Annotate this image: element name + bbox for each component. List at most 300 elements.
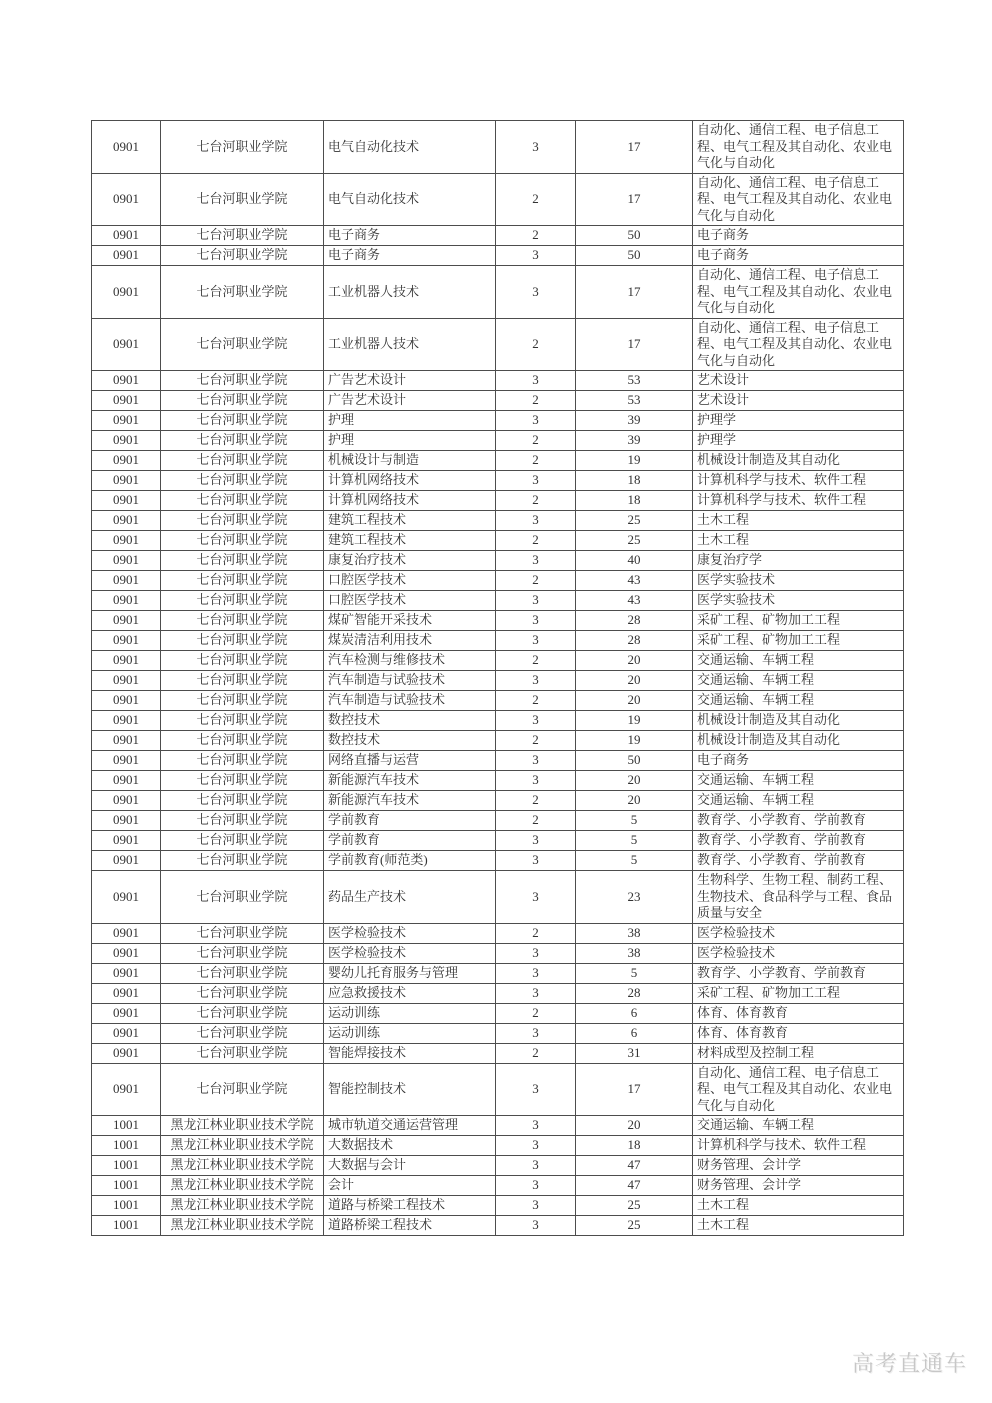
admissions-table-body xyxy=(92,121,904,1236)
table-row xyxy=(92,1043,904,1063)
cell-value-1: 3 xyxy=(496,551,576,571)
table-row xyxy=(92,631,904,651)
cell-value-2: 6 xyxy=(576,1003,693,1023)
cell-school-name: 七台河职业学院 xyxy=(161,831,324,851)
cell-value-2: 28 xyxy=(576,631,693,651)
cell-school-name: 黑龙江林业职业技术学院 xyxy=(161,1196,324,1216)
cell-school-code: 0901 xyxy=(92,731,161,751)
cell-related-majors: 交通运输、车辆工程 xyxy=(693,651,904,671)
cell-school-name: 七台河职业学院 xyxy=(161,431,324,451)
cell-major-name: 医学检验技术 xyxy=(324,943,496,963)
cell-major-name: 新能源汽车技术 xyxy=(324,791,496,811)
cell-related-majors: 财务管理、会计学 xyxy=(693,1176,904,1196)
cell-related-majors: 康复治疗学 xyxy=(693,551,904,571)
cell-major-name: 应急救援技术 xyxy=(324,983,496,1003)
cell-value-2: 18 xyxy=(576,1136,693,1156)
cell-related-majors: 土木工程 xyxy=(693,1216,904,1236)
cell-related-majors: 艺术设计 xyxy=(693,391,904,411)
table-row xyxy=(92,511,904,531)
cell-value-1: 3 xyxy=(496,246,576,266)
cell-major-name: 婴幼儿托育服务与管理 xyxy=(324,963,496,983)
cell-value-2: 43 xyxy=(576,591,693,611)
cell-value-2: 38 xyxy=(576,943,693,963)
cell-major-name: 口腔医学技术 xyxy=(324,591,496,611)
cell-major-name: 煤矿智能开采技术 xyxy=(324,611,496,631)
cell-value-1: 3 xyxy=(496,1063,576,1116)
cell-school-code: 1001 xyxy=(92,1116,161,1136)
cell-school-code: 0901 xyxy=(92,391,161,411)
cell-major-name: 建筑工程技术 xyxy=(324,511,496,531)
cell-school-code: 0901 xyxy=(92,318,161,371)
cell-value-1: 2 xyxy=(496,811,576,831)
cell-major-name: 智能控制技术 xyxy=(324,1063,496,1116)
cell-school-name: 七台河职业学院 xyxy=(161,691,324,711)
cell-school-code: 0901 xyxy=(92,943,161,963)
cell-school-name: 七台河职业学院 xyxy=(161,551,324,571)
table-row xyxy=(92,431,904,451)
cell-value-1: 3 xyxy=(496,851,576,871)
table-row xyxy=(92,531,904,551)
cell-value-1: 2 xyxy=(496,226,576,246)
table-row xyxy=(92,246,904,266)
cell-school-name: 七台河职业学院 xyxy=(161,963,324,983)
table-row xyxy=(92,471,904,491)
table-row xyxy=(92,173,904,226)
cell-related-majors: 生物科学、生物工程、制药工程、生物技术、食品科学与工程、食品质量与安全 xyxy=(693,871,904,924)
cell-value-1: 3 xyxy=(496,471,576,491)
cell-value-1: 3 xyxy=(496,371,576,391)
watermark-text: 高考直通车 xyxy=(851,1351,967,1376)
cell-school-code: 0901 xyxy=(92,791,161,811)
cell-related-majors: 医学检验技术 xyxy=(693,943,904,963)
cell-major-name: 护理 xyxy=(324,431,496,451)
cell-school-name: 七台河职业学院 xyxy=(161,1063,324,1116)
cell-school-name: 七台河职业学院 xyxy=(161,943,324,963)
cell-related-majors: 机械设计制造及其自动化 xyxy=(693,451,904,471)
table-row xyxy=(92,771,904,791)
cell-value-1: 2 xyxy=(496,431,576,451)
cell-related-majors: 交通运输、车辆工程 xyxy=(693,1116,904,1136)
cell-major-name: 口腔医学技术 xyxy=(324,571,496,591)
cell-value-2: 5 xyxy=(576,811,693,831)
cell-value-1: 3 xyxy=(496,983,576,1003)
cell-school-name: 七台河职业学院 xyxy=(161,173,324,226)
cell-related-majors: 计算机科学与技术、软件工程 xyxy=(693,491,904,511)
cell-major-name: 计算机网络技术 xyxy=(324,471,496,491)
cell-major-name: 网络直播与运营 xyxy=(324,751,496,771)
cell-school-code: 0901 xyxy=(92,691,161,711)
cell-value-2: 53 xyxy=(576,371,693,391)
table-row xyxy=(92,691,904,711)
cell-school-code: 0901 xyxy=(92,983,161,1003)
cell-related-majors: 护理学 xyxy=(693,411,904,431)
cell-value-2: 25 xyxy=(576,1216,693,1236)
cell-value-2: 50 xyxy=(576,226,693,246)
cell-school-name: 七台河职业学院 xyxy=(161,531,324,551)
table-row xyxy=(92,551,904,571)
cell-value-1: 2 xyxy=(496,731,576,751)
cell-major-name: 运动训练 xyxy=(324,1003,496,1023)
cell-related-majors: 教育学、小学教育、学前教育 xyxy=(693,851,904,871)
table-row xyxy=(92,411,904,431)
cell-school-name: 黑龙江林业职业技术学院 xyxy=(161,1136,324,1156)
cell-related-majors: 采矿工程、矿物加工工程 xyxy=(693,611,904,631)
cell-value-2: 19 xyxy=(576,711,693,731)
cell-major-name: 数控技术 xyxy=(324,711,496,731)
cell-related-majors: 教育学、小学教育、学前教育 xyxy=(693,963,904,983)
cell-school-name: 七台河职业学院 xyxy=(161,511,324,531)
cell-value-1: 3 xyxy=(496,121,576,174)
cell-related-majors: 医学实验技术 xyxy=(693,591,904,611)
cell-major-name: 汽车制造与试验技术 xyxy=(324,691,496,711)
cell-major-name: 计算机网络技术 xyxy=(324,491,496,511)
cell-related-majors: 交通运输、车辆工程 xyxy=(693,691,904,711)
cell-related-majors: 教育学、小学教育、学前教育 xyxy=(693,811,904,831)
cell-value-1: 3 xyxy=(496,1216,576,1236)
cell-value-2: 19 xyxy=(576,451,693,471)
cell-school-name: 七台河职业学院 xyxy=(161,851,324,871)
cell-related-majors: 教育学、小学教育、学前教育 xyxy=(693,831,904,851)
table-row xyxy=(92,266,904,319)
cell-related-majors: 医学检验技术 xyxy=(693,923,904,943)
cell-value-1: 3 xyxy=(496,266,576,319)
table-row xyxy=(92,671,904,691)
cell-related-majors: 材料成型及控制工程 xyxy=(693,1043,904,1063)
cell-value-1: 3 xyxy=(496,1156,576,1176)
cell-major-name: 大数据与会计 xyxy=(324,1156,496,1176)
table-row xyxy=(92,943,904,963)
cell-major-name: 机械设计与制造 xyxy=(324,451,496,471)
cell-value-1: 2 xyxy=(496,791,576,811)
table-row xyxy=(92,751,904,771)
cell-value-1: 3 xyxy=(496,711,576,731)
cell-value-2: 25 xyxy=(576,511,693,531)
cell-value-1: 2 xyxy=(496,651,576,671)
table-row xyxy=(92,1023,904,1043)
cell-school-name: 七台河职业学院 xyxy=(161,491,324,511)
cell-school-code: 0901 xyxy=(92,611,161,631)
table-row xyxy=(92,1136,904,1156)
table-row xyxy=(92,963,904,983)
cell-value-2: 53 xyxy=(576,391,693,411)
cell-school-code: 0901 xyxy=(92,451,161,471)
cell-school-code: 1001 xyxy=(92,1156,161,1176)
cell-school-code: 0901 xyxy=(92,771,161,791)
cell-major-name: 康复治疗技术 xyxy=(324,551,496,571)
cell-value-1: 2 xyxy=(496,318,576,371)
cell-school-name: 七台河职业学院 xyxy=(161,121,324,174)
cell-school-code: 0901 xyxy=(92,591,161,611)
cell-value-1: 3 xyxy=(496,631,576,651)
table-row xyxy=(92,491,904,511)
table-row xyxy=(92,923,904,943)
cell-school-name: 七台河职业学院 xyxy=(161,1003,324,1023)
cell-value-2: 28 xyxy=(576,983,693,1003)
cell-related-majors: 护理学 xyxy=(693,431,904,451)
cell-value-1: 3 xyxy=(496,591,576,611)
cell-related-majors: 采矿工程、矿物加工工程 xyxy=(693,983,904,1003)
cell-value-1: 2 xyxy=(496,1043,576,1063)
cell-school-name: 黑龙江林业职业技术学院 xyxy=(161,1216,324,1236)
cell-related-majors: 计算机科学与技术、软件工程 xyxy=(693,471,904,491)
table-row xyxy=(92,451,904,471)
cell-school-code: 1001 xyxy=(92,1216,161,1236)
table-row xyxy=(92,811,904,831)
cell-major-name: 城市轨道交通运营管理 xyxy=(324,1116,496,1136)
cell-value-2: 25 xyxy=(576,531,693,551)
cell-related-majors: 电子商务 xyxy=(693,751,904,771)
cell-related-majors: 交通运输、车辆工程 xyxy=(693,671,904,691)
cell-related-majors: 财务管理、会计学 xyxy=(693,1156,904,1176)
cell-school-name: 黑龙江林业职业技术学院 xyxy=(161,1156,324,1176)
cell-school-code: 0901 xyxy=(92,531,161,551)
cell-major-name: 道路与桥梁工程技术 xyxy=(324,1196,496,1216)
table-row xyxy=(92,711,904,731)
cell-value-1: 2 xyxy=(496,531,576,551)
cell-value-1: 2 xyxy=(496,571,576,591)
cell-value-1: 2 xyxy=(496,173,576,226)
cell-school-name: 七台河职业学院 xyxy=(161,246,324,266)
cell-value-2: 17 xyxy=(576,121,693,174)
cell-major-name: 学前教育(师范类) xyxy=(324,851,496,871)
cell-school-code: 0901 xyxy=(92,226,161,246)
table-row xyxy=(92,371,904,391)
cell-school-name: 七台河职业学院 xyxy=(161,411,324,431)
cell-related-majors: 计算机科学与技术、软件工程 xyxy=(693,1136,904,1156)
table-row xyxy=(92,1156,904,1176)
cell-value-1: 2 xyxy=(496,691,576,711)
cell-school-name: 七台河职业学院 xyxy=(161,266,324,319)
cell-school-name: 七台河职业学院 xyxy=(161,451,324,471)
cell-school-code: 0901 xyxy=(92,1063,161,1116)
cell-school-name: 七台河职业学院 xyxy=(161,711,324,731)
cell-value-2: 20 xyxy=(576,791,693,811)
cell-value-1: 3 xyxy=(496,871,576,924)
cell-value-1: 3 xyxy=(496,1176,576,1196)
cell-value-2: 17 xyxy=(576,173,693,226)
cell-related-majors: 土木工程 xyxy=(693,511,904,531)
cell-major-name: 医学检验技术 xyxy=(324,923,496,943)
cell-school-code: 0901 xyxy=(92,751,161,771)
cell-school-code: 0901 xyxy=(92,491,161,511)
cell-major-name: 运动训练 xyxy=(324,1023,496,1043)
cell-major-name: 汽车检测与维修技术 xyxy=(324,651,496,671)
cell-value-1: 3 xyxy=(496,411,576,431)
cell-school-name: 七台河职业学院 xyxy=(161,751,324,771)
cell-value-2: 31 xyxy=(576,1043,693,1063)
cell-related-majors: 交通运输、车辆工程 xyxy=(693,771,904,791)
cell-related-majors: 自动化、通信工程、电子信息工程、电气工程及其自动化、农业电气化与自动化 xyxy=(693,318,904,371)
cell-value-2: 28 xyxy=(576,611,693,631)
cell-major-name: 工业机器人技术 xyxy=(324,318,496,371)
cell-school-name: 七台河职业学院 xyxy=(161,671,324,691)
cell-value-1: 3 xyxy=(496,963,576,983)
cell-major-name: 汽车制造与试验技术 xyxy=(324,671,496,691)
cell-related-majors: 自动化、通信工程、电子信息工程、电气工程及其自动化、农业电气化与自动化 xyxy=(693,266,904,319)
table-row xyxy=(92,651,904,671)
cell-major-name: 会计 xyxy=(324,1176,496,1196)
cell-value-2: 20 xyxy=(576,1116,693,1136)
table-row xyxy=(92,871,904,924)
cell-value-1: 3 xyxy=(496,671,576,691)
cell-major-name: 智能焊接技术 xyxy=(324,1043,496,1063)
cell-school-code: 0901 xyxy=(92,173,161,226)
cell-related-majors: 机械设计制造及其自动化 xyxy=(693,711,904,731)
cell-school-code: 0901 xyxy=(92,371,161,391)
cell-related-majors: 体育、体育教育 xyxy=(693,1003,904,1023)
table-row xyxy=(92,121,904,174)
cell-school-code: 0901 xyxy=(92,811,161,831)
table-row xyxy=(92,831,904,851)
cell-school-code: 0901 xyxy=(92,651,161,671)
cell-value-2: 38 xyxy=(576,923,693,943)
cell-major-name: 新能源汽车技术 xyxy=(324,771,496,791)
cell-related-majors: 自动化、通信工程、电子信息工程、电气工程及其自动化、农业电气化与自动化 xyxy=(693,173,904,226)
cell-value-2: 47 xyxy=(576,1176,693,1196)
cell-school-name: 七台河职业学院 xyxy=(161,651,324,671)
cell-related-majors: 自动化、通信工程、电子信息工程、电气工程及其自动化、农业电气化与自动化 xyxy=(693,1063,904,1116)
cell-major-name: 广告艺术设计 xyxy=(324,391,496,411)
cell-major-name: 工业机器人技术 xyxy=(324,266,496,319)
cell-school-name: 七台河职业学院 xyxy=(161,791,324,811)
cell-value-2: 20 xyxy=(576,771,693,791)
cell-value-2: 6 xyxy=(576,1023,693,1043)
cell-school-name: 七台河职业学院 xyxy=(161,611,324,631)
cell-value-1: 3 xyxy=(496,831,576,851)
cell-school-code: 0901 xyxy=(92,471,161,491)
cell-school-code: 0901 xyxy=(92,121,161,174)
cell-value-2: 20 xyxy=(576,671,693,691)
cell-value-1: 2 xyxy=(496,1003,576,1023)
cell-school-code: 0901 xyxy=(92,511,161,531)
cell-school-name: 七台河职业学院 xyxy=(161,471,324,491)
cell-related-majors: 医学实验技术 xyxy=(693,571,904,591)
table-row xyxy=(92,851,904,871)
cell-value-1: 3 xyxy=(496,1196,576,1216)
cell-school-name: 七台河职业学院 xyxy=(161,731,324,751)
cell-school-name: 七台河职业学院 xyxy=(161,371,324,391)
cell-major-name: 电气自动化技术 xyxy=(324,121,496,174)
table-row xyxy=(92,1216,904,1236)
cell-school-code: 0901 xyxy=(92,571,161,591)
table-row xyxy=(92,791,904,811)
cell-school-code: 0901 xyxy=(92,1043,161,1063)
cell-school-name: 黑龙江林业职业技术学院 xyxy=(161,1116,324,1136)
cell-school-code: 0901 xyxy=(92,831,161,851)
cell-major-name: 电气自动化技术 xyxy=(324,173,496,226)
cell-school-code: 0901 xyxy=(92,1023,161,1043)
cell-related-majors: 土木工程 xyxy=(693,1196,904,1216)
cell-related-majors: 电子商务 xyxy=(693,246,904,266)
cell-value-1: 2 xyxy=(496,923,576,943)
cell-school-code: 1001 xyxy=(92,1176,161,1196)
cell-value-1: 3 xyxy=(496,611,576,631)
cell-value-2: 50 xyxy=(576,751,693,771)
cell-school-code: 0901 xyxy=(92,711,161,731)
cell-school-code: 0901 xyxy=(92,631,161,651)
cell-value-2: 19 xyxy=(576,731,693,751)
cell-value-2: 17 xyxy=(576,1063,693,1116)
cell-school-name: 七台河职业学院 xyxy=(161,226,324,246)
cell-related-majors: 自动化、通信工程、电子信息工程、电气工程及其自动化、农业电气化与自动化 xyxy=(693,121,904,174)
table-row xyxy=(92,731,904,751)
cell-school-code: 0901 xyxy=(92,246,161,266)
cell-value-2: 25 xyxy=(576,1196,693,1216)
cell-related-majors: 机械设计制造及其自动化 xyxy=(693,731,904,751)
cell-school-code: 1001 xyxy=(92,1136,161,1156)
cell-related-majors: 土木工程 xyxy=(693,531,904,551)
cell-school-code: 0901 xyxy=(92,923,161,943)
cell-school-code: 0901 xyxy=(92,671,161,691)
cell-value-2: 18 xyxy=(576,471,693,491)
cell-value-1: 3 xyxy=(496,751,576,771)
cell-school-name: 七台河职业学院 xyxy=(161,318,324,371)
cell-school-name: 七台河职业学院 xyxy=(161,771,324,791)
cell-school-code: 0901 xyxy=(92,851,161,871)
cell-value-1: 2 xyxy=(496,491,576,511)
cell-school-code: 0901 xyxy=(92,871,161,924)
cell-major-name: 药品生产技术 xyxy=(324,871,496,924)
table-row xyxy=(92,571,904,591)
table-row xyxy=(92,591,904,611)
table-row xyxy=(92,226,904,246)
cell-value-2: 18 xyxy=(576,491,693,511)
cell-school-name: 七台河职业学院 xyxy=(161,1043,324,1063)
cell-school-code: 0901 xyxy=(92,1003,161,1023)
cell-related-majors: 艺术设计 xyxy=(693,371,904,391)
cell-value-1: 3 xyxy=(496,1136,576,1156)
cell-value-2: 17 xyxy=(576,318,693,371)
cell-school-name: 七台河职业学院 xyxy=(161,391,324,411)
cell-value-2: 5 xyxy=(576,851,693,871)
cell-major-name: 电子商务 xyxy=(324,226,496,246)
cell-major-name: 煤炭清洁利用技术 xyxy=(324,631,496,651)
table-row xyxy=(92,1176,904,1196)
cell-school-name: 七台河职业学院 xyxy=(161,571,324,591)
cell-value-2: 39 xyxy=(576,411,693,431)
cell-value-2: 5 xyxy=(576,831,693,851)
cell-value-2: 20 xyxy=(576,651,693,671)
cell-school-name: 七台河职业学院 xyxy=(161,811,324,831)
cell-major-name: 护理 xyxy=(324,411,496,431)
cell-value-2: 5 xyxy=(576,963,693,983)
table-row xyxy=(92,983,904,1003)
cell-school-name: 七台河职业学院 xyxy=(161,591,324,611)
cell-school-code: 0901 xyxy=(92,431,161,451)
cell-value-2: 39 xyxy=(576,431,693,451)
cell-value-1: 3 xyxy=(496,1023,576,1043)
cell-school-name: 七台河职业学院 xyxy=(161,923,324,943)
cell-value-2: 50 xyxy=(576,246,693,266)
cell-value-1: 2 xyxy=(496,451,576,471)
cell-related-majors: 采矿工程、矿物加工工程 xyxy=(693,631,904,651)
cell-major-name: 广告艺术设计 xyxy=(324,371,496,391)
table-row xyxy=(92,1196,904,1216)
table-row xyxy=(92,1116,904,1136)
cell-school-name: 七台河职业学院 xyxy=(161,871,324,924)
cell-major-name: 学前教育 xyxy=(324,811,496,831)
cell-major-name: 数控技术 xyxy=(324,731,496,751)
table-row xyxy=(92,318,904,371)
admissions-table xyxy=(91,120,904,1236)
cell-value-1: 3 xyxy=(496,1116,576,1136)
cell-value-2: 40 xyxy=(576,551,693,571)
cell-major-name: 学前教育 xyxy=(324,831,496,851)
cell-major-name: 建筑工程技术 xyxy=(324,531,496,551)
cell-value-2: 23 xyxy=(576,871,693,924)
cell-school-code: 0901 xyxy=(92,551,161,571)
cell-related-majors: 体育、体育教育 xyxy=(693,1023,904,1043)
